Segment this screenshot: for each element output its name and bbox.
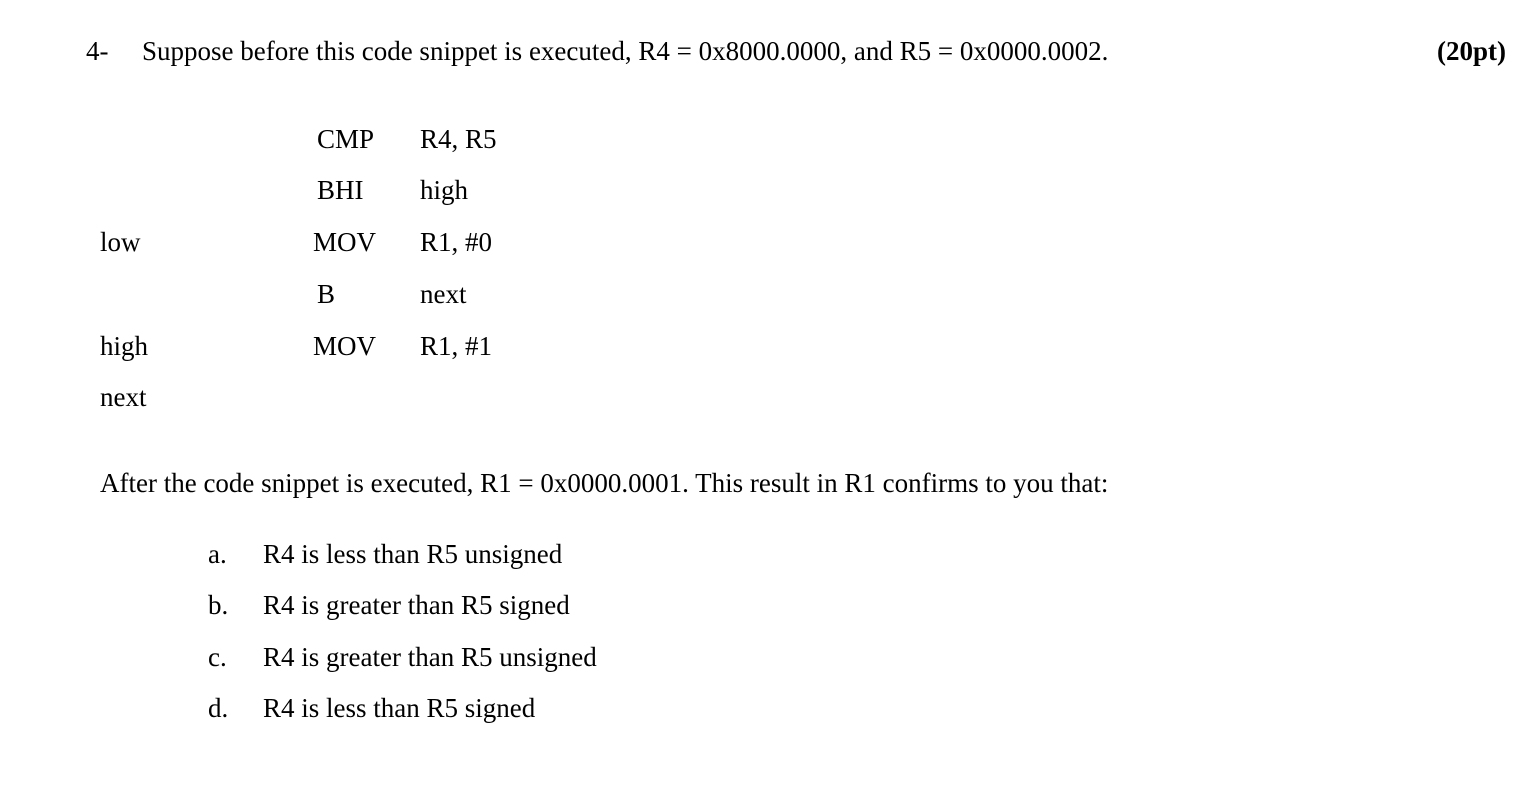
code-operands: high xyxy=(420,175,469,205)
code-line xyxy=(0,124,1536,158)
code-label: low xyxy=(100,227,141,257)
code-opcode: BHI xyxy=(317,175,364,205)
code-line xyxy=(0,227,1536,261)
code-opcode: B xyxy=(317,279,336,309)
code-line xyxy=(0,175,1536,209)
code-label: high xyxy=(100,331,149,361)
code-opcode: MOV xyxy=(313,331,377,361)
option-letter: d. xyxy=(208,693,229,723)
option-text: R4 is less than R5 signed xyxy=(263,693,536,723)
option-text: R4 is greater than R5 unsigned xyxy=(263,642,597,672)
option-letter: c. xyxy=(208,642,227,672)
code-operands: next xyxy=(420,279,467,309)
code-operands: R4, R5 xyxy=(420,124,497,154)
question-points: (20pt) xyxy=(1437,36,1506,66)
code-line xyxy=(0,382,1536,416)
option-letter: b. xyxy=(208,590,229,620)
option-letter: a. xyxy=(208,539,227,569)
result-statement: After the code snippet is executed, R1 = 0x0000.0001. This result in R1 confirms to you that: xyxy=(100,468,1109,498)
question-text: Suppose before this code snippet is executed, R4 = 0x8000.0000, and R5 = 0x0000.0002. xyxy=(142,36,1109,66)
code-operands: R1, #0 xyxy=(420,227,493,257)
code-opcode: CMP xyxy=(317,124,375,154)
option-text: R4 is greater than R5 signed xyxy=(263,590,570,620)
answer-option-c[interactable] xyxy=(0,642,1536,676)
answer-option-d[interactable] xyxy=(0,693,1536,727)
code-label: next xyxy=(100,382,147,412)
code-line xyxy=(0,331,1536,365)
code-opcode: MOV xyxy=(313,227,377,257)
answer-option-a[interactable] xyxy=(0,539,1536,573)
question-number: 4- xyxy=(86,36,109,66)
option-text: R4 is less than R5 unsigned xyxy=(263,539,563,569)
code-operands: R1, #1 xyxy=(420,331,493,361)
answer-option-b[interactable] xyxy=(0,590,1536,624)
code-line xyxy=(0,279,1536,313)
